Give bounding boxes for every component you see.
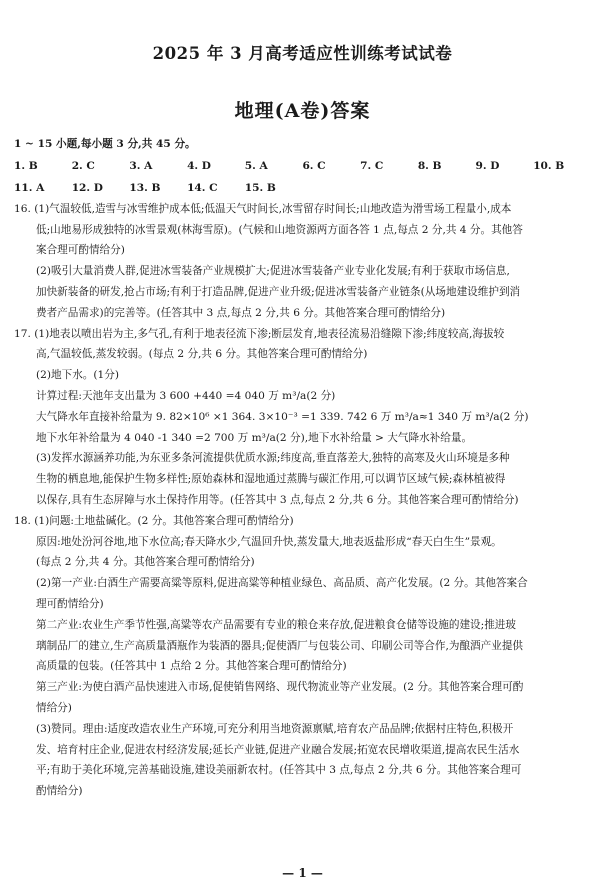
q18-line: 发、培育村庄企业,促进农村经济发展;延长产业链,促进产业融合发展;拓宽农民增收渠道,提高农民生活水 xyxy=(36,743,520,756)
q18-line: 酌情给分) xyxy=(36,785,83,798)
answer-key-item: 12. D xyxy=(71,181,103,194)
q17-line: 高,气温较低,蒸发较弱。(每点 2 分,共 6 分。其他答案合理可酌情给分) xyxy=(36,348,368,361)
q18-line: (每点 2 分,共 4 分。其他答案合理可酌情给分) xyxy=(36,556,255,569)
q18-line: 原因:地处汾河谷地,地下水位高;春天降水少,气温回升快,蒸发量大,地表返盐形成“春天白生生”景观。 xyxy=(36,535,502,548)
q16-line: (2)吸引大量消费人群,促进冰雪装备产业规模扩大;促进冰雪装备产业专业化发展;有利于获取市场信息, xyxy=(36,265,510,278)
q17-line: 地下水年补给量为 4 040 -1 340 =2 700 万 m³/a(2 分),地下水补给量 > 大气降水补给量。 xyxy=(36,431,473,444)
answer-key-item: 1. B xyxy=(14,159,38,172)
q16-line: 费者产品需求)的完善等。(任答其中 3 点,每点 2 分,共 6 分。其他答案合理可酌情给分) xyxy=(36,306,446,319)
q16-line: 加快新装备的研发,抢占市场;有利于打造品牌,促进产业升级;促进冰雪装备产业链条(从场地建设维护到消 xyxy=(36,285,521,298)
answer-key-item: 7. C xyxy=(360,159,384,172)
q18-line: 第二产业:农业生产季节性强,高粱等农产品需要有专业的粮仓来存放,促进粮食仓储等设施的建设;推进玻 xyxy=(36,618,516,631)
q17-line: 以保存,具有生态屏障与水土保持作用等。(任答其中 3 点,每点 2 分,共 6 分。其他答案合理可酌情给分) xyxy=(36,493,519,506)
answers-row-2 xyxy=(14,177,592,199)
q17-line: (3)发挥水源涵养功能,为东亚多条河流提供优质水源;纬度高,垂直落差大,独特的高寒及火山环境是多种 xyxy=(36,452,510,465)
q18-line: 情给分) xyxy=(36,701,72,714)
section-note: 1 ~ 15 小题,每小题 3 分,共 45 分。 xyxy=(14,138,196,150)
answer-key-item: 9. D xyxy=(475,159,500,172)
q18-line: (2)第一产业:白酒生产需要高粱等原料,促进高粱等种植业绿色、高品质、高产化发展。(2 分。其他答案合 xyxy=(36,577,528,590)
q18-line: 第三产业:为使白酒产品快速进入市场,促使销售网络、现代物流业等产业发展。(2 分。其他答案合理可酌 xyxy=(36,681,524,694)
answer-key-item: 5. A xyxy=(244,159,268,172)
answer-key-item: 14. C xyxy=(187,181,218,194)
q18-line: 高质量的包装。(任答其中 1 点给 2 分。其他答案合理可酌情给分) xyxy=(36,660,347,673)
q16-line: 低;山地易形成独特的冰雪景观(林海雪原)。(气候和山地资源两方面各答 1 点,每点 2 分,共 4 分。其他答 xyxy=(36,223,523,236)
q18-line: 18. (1)问题:土地盐碱化。(2 分。其他答案合理可酌情给分) xyxy=(14,514,294,527)
page-number: — 1 — xyxy=(282,866,323,880)
subject-title: 地理(A卷)答案 xyxy=(234,100,371,122)
answer-key-item: 11. A xyxy=(14,181,45,194)
q17-line: (2)地下水。(1分) xyxy=(36,369,119,382)
answer-key-item: 4. D xyxy=(187,159,211,172)
q18-line: (3)赞同。理由:适度改造农业生产环境,可充分利用当地资源禀赋,培育农产品品牌;依据村庄特色,积极开 xyxy=(36,722,514,735)
answer-key-item: 6. C xyxy=(302,159,326,172)
answer-key-item: 15. B xyxy=(244,181,276,194)
q18-line: 璃制品厂的建立,生产高质量酒瓶作为装酒的器具;促使酒厂与包装公司、印刷公司等合作,为酿酒产业提供 xyxy=(36,639,524,652)
q17-line: 计算过程:天池年支出量为 3 600 +440 =4 040 万 m³/a(2 分) xyxy=(36,389,336,402)
answer-content xyxy=(14,134,592,802)
answer-key-item: 8. B xyxy=(417,159,442,172)
q17-line: 17. (1)地表以喷出岩为主,多气孔,有利于地表径流下渗;断层发育,地表径流易沿缝隙下渗;纬度较高,海拔较 xyxy=(14,327,505,340)
answers-row-1 xyxy=(14,155,592,177)
q18-line: 理可酌情给分) xyxy=(36,597,104,610)
q16-line: 16. (1)气温较低,造雪与冰雪维护成本低;低温天气时间长,冰雪留存时间长;山地改造为滑雪场工程量小,成本 xyxy=(14,202,512,215)
exam-title: 2025 年 3 月高考适应性训练考试试卷 xyxy=(152,44,453,63)
q17-line: 生物的栖息地,能保护生物多样性;原始森林和湿地通过蒸腾与碳汇作用,可以调节区域气候;森林植被得 xyxy=(36,473,506,486)
answer-key-item: 3. A xyxy=(129,159,153,172)
answer-key-item: 2. C xyxy=(71,159,95,172)
q18-line: 平;有助于美化环境,完善基础设施,建设美丽新农村。(任答其中 3 点,每点 2 分,共 6 分。其他答案合理可 xyxy=(36,764,522,777)
q17-line: 大气降水年直接补给量为 9. 82×10⁶ ×1 364. 3×10⁻³ =1 339. 742 6 万 m³/a≈1 340 万 m³/a(2 分) xyxy=(36,410,529,423)
q16-line: 案合理可酌情给分) xyxy=(36,244,125,257)
answer-key-item: 10. B xyxy=(533,159,565,172)
answer-key-item: 13. B xyxy=(129,181,161,194)
